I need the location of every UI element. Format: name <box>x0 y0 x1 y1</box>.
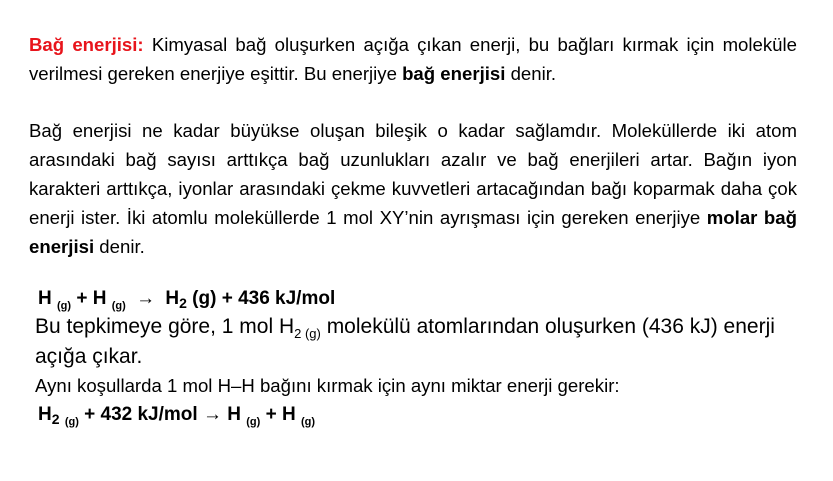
formation-note <box>35 313 795 371</box>
eq1-h: H <box>38 288 52 309</box>
eq2-state-3: (g) <box>300 416 316 428</box>
eq1-arrow: → <box>136 288 156 309</box>
explanation-end: denir. <box>94 236 145 257</box>
eq1-product-h: H <box>165 288 180 309</box>
eq1-plus-h: + H <box>76 288 107 309</box>
formation-equation <box>38 288 335 310</box>
breaking-paragraph: Aynı koşullarda 1 mol H–H bağını kırmak için aynı miktar enerji gerekir: <box>35 375 620 396</box>
eq2-middle: + 432 kJ/mol → H <box>84 404 241 425</box>
explanation-text: Bağ enerjisi ne kadar büyükse oluşan bileşik o kadar sağlamdır. Moleküllerde iki atom arasındaki bağ sayısı arttıkça bağ uzunlukları azalır ve bağ enerjileri artar. Bağın iyon karakteri arttıkça, iyonlar arasındaki çekme kuvvetleri artacağından bağı koparmak daha çok enerji ister. İki atomlu moleküllerde 1 mol XY’nin ayrışması için gereken enerjiye <box>29 120 797 228</box>
note-text-b: molekülü atomlarından oluşurken (436 kJ) enerji açığa çıkar. <box>35 315 775 368</box>
breaking-equation <box>38 404 315 426</box>
eq1-state-2: (g) <box>111 300 126 312</box>
definition-paragraph <box>29 30 797 88</box>
eq2-state-1: (g) <box>64 416 79 428</box>
eq1-product-sub: 2 <box>179 295 187 311</box>
eq2-state-2: (g) <box>246 416 261 428</box>
eq2-plus-h: + H <box>265 404 296 425</box>
definition-text: Kimyasal bağ oluşurken açığa çıkan enerji, bu bağları kırmak için moleküle verilmesi gereken enerjiye eşittir. Bu enerjiye <box>29 34 797 84</box>
eq2-h-sub: 2 <box>51 411 60 427</box>
explanation-paragraph <box>29 116 797 261</box>
eq1-state-1: (g) <box>57 300 72 312</box>
note-sub: 2 (g) <box>294 326 321 341</box>
eq1-energy: (g) + 436 kJ/mol <box>192 288 336 309</box>
molar-term: molar bağ enerjisi <box>29 207 797 257</box>
eq2-h: H <box>38 404 52 425</box>
bold-term: bağ enerjisi <box>402 63 506 84</box>
definition-end: denir. <box>505 63 557 84</box>
term-label: Bağ enerjisi: <box>29 34 144 55</box>
note-text-a: Bu tepkimeye göre, 1 mol H <box>35 315 295 338</box>
